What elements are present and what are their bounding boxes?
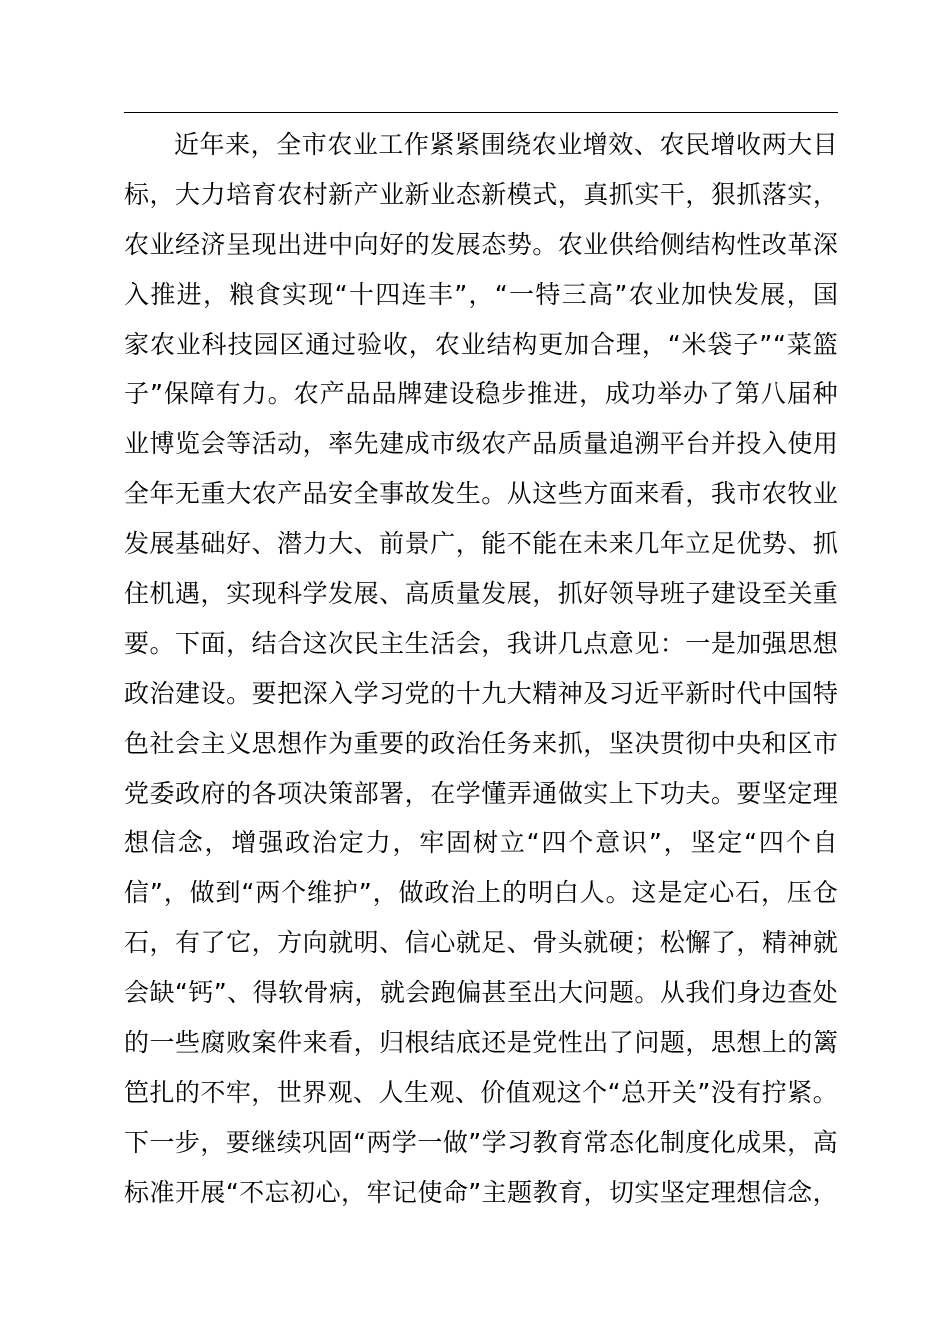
text-line: 笆 扎 的 不 牢 ， 世 界 观 、 人 生 观 、 价 值 观 这 个 “ 总 开 关 ” 没 有 拧 紧 。	[124, 1077, 838, 1107]
text-line: 业 博 览 会 等 活 动 ， 率 先 建 成 市 级 农 产 品 质 量 追 溯 平 台 并 投 入 使 用	[124, 429, 838, 459]
text-line: 会 缺 “ 钙 ” 、 得 软 骨 病 ， 就 会 跑 偏 甚 至 出 大 问 题 。 从 我 们 身 边 查 处	[124, 978, 838, 1008]
text-line: 的 一 些 腐 败 案 件 来 看 ， 归 根 结 底 还 是 党 性 出 了 问 题 ， 思 想 上 的 篱	[124, 1028, 838, 1058]
text-line: 石 ， 有 了 它 ， 方 向 就 明 、 信 心 就 足 、 骨 头 就 硬 ； 松 懈 了 ， 精 神 就	[124, 928, 838, 958]
text-line: 党 委 政 府 的 各 项 决 策 部 署 ， 在 学 懂 弄 通 做 实 上 下 功 夫 。 要 坚 定 理	[124, 778, 838, 808]
text-line: 标 ， 大 力 培 育 农 村 新 产 业 新 业 态 新 模 式 ， 真 抓 实 干 ， 狠 抓 落 实 ，	[124, 179, 838, 209]
text-line: 近 年 来 ， 全 市 农 业 工 作 紧 紧 围 绕 农 业 增 效 、 农 民 增 收 两 大 目	[174, 130, 838, 159]
text-line: 全 年 无 重 大 农 产 品 安 全 事 故 发 生 。 从 这 些 方 面 来 看 ， 我 市 农 牧 业	[124, 479, 838, 509]
text-line: 要 。 下 面 ， 结 合 这 次 民 主 生 活 会 ， 我 讲 几 点 意 见 ： 一 是 加 强 思 想	[124, 628, 838, 658]
header-rule	[124, 112, 838, 113]
text-line: 住 机 遇 ， 实 现 科 学 发 展 、 高 质 量 发 展 ， 抓 好 领 导 班 子 建 设 至 关 重	[124, 579, 838, 609]
text-line: 发 展 基 础 好 、 潜 力 大 、 前 景 广 ， 能 不 能 在 未 来 几 年 立 足 优 势 、 抓	[124, 529, 838, 559]
text-line: 想 信 念 ， 增 强 政 治 定 力 ， 牢 固 树 立 “ 四 个 意 识 ” ， 坚 定 “ 四 个 自	[124, 828, 838, 858]
text-line: 下 一 步 ， 要 继 续 巩 固 “ 两 学 一 做 ” 学 习 教 育 常 态 化 制 度 化 成 果 ， 高	[124, 1127, 838, 1157]
text-line: 农 业 经 济 呈 现 出 进 中 向 好 的 发 展 态 势 。 农 业 供 给 侧 结 构 性 改 革 深	[124, 229, 838, 259]
text-line: 子 ” 保 障 有 力 。 农 产 品 品 牌 建 设 稳 步 推 进 ， 成 功 举 办 了 第 八 届 种	[124, 379, 838, 409]
text-line: 色 社 会 主 义 思 想 作 为 重 要 的 政 治 任 务 来 抓 ， 坚 决 贯 彻 中 央 和 区 市	[124, 728, 838, 758]
text-line: 信 ” ， 做 到 “ 两 个 维 护 ” ， 做 政 治 上 的 明 白 人 。 这 是 定 心 石 ， 压 仓	[124, 878, 838, 908]
text-line: 标 准 开 展 “ 不 忘 初 心 ， 牢 记 使 命 ” 主 题 教 育 ， 切 实 坚 定 理 想 信 念 ，	[124, 1177, 838, 1207]
body-paragraph	[124, 120, 838, 1218]
text-line: 政 治 建 设 。 要 把 深 入 学 习 党 的 十 九 大 精 神 及 习 近 平 新 时 代 中 国 特	[124, 678, 838, 708]
text-line: 入 推 进 ， 粮 食 实 现 “ 十 四 连 丰 ” ， “ 一 特 三 高 ” 农 业 加 快 发 展 ， 国	[124, 279, 838, 309]
text-line: 家 农 业 科 技 园 区 通 过 验 收 ， 农 业 结 构 更 加 合 理 ， “ 米 袋 子 ” “ 菜 篮	[124, 329, 838, 359]
